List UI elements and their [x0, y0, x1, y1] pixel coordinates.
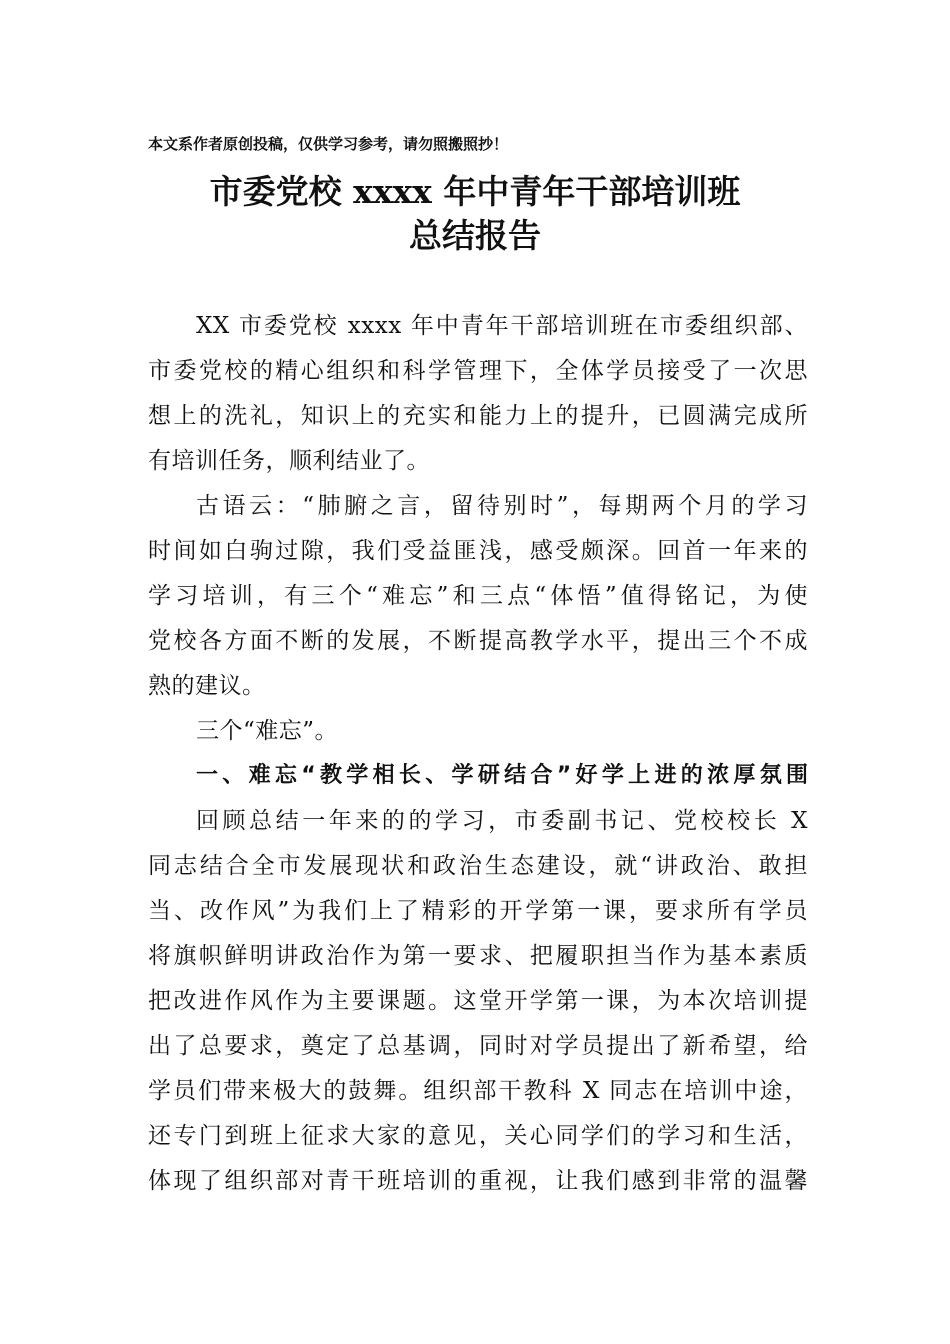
paragraph-4-line-1: 回顾总结一年来的的学习，市委副书记、党校校长 X — [196, 808, 808, 834]
copyright-notice: 本文系作者原创投稿，仅供学习参考，请勿照搬照抄！ — [148, 135, 509, 153]
paragraph-1-line-1: XX 市委党校 xxxx 年中青年干部培训班在市委组织部、 — [196, 313, 808, 339]
paragraph-2-line-1: 古语云：“肺腑之言，留待别时”，每期两个月的学习 — [196, 493, 808, 519]
paragraph-4-line-7: 学员们带来极大的鼓舞。组织部干教科 X 同志在培训中途， — [148, 1078, 808, 1104]
paragraph-2-line-3: 学习培训，有三个“难忘”和三点“体悟”值得铭记，为使 — [148, 583, 808, 609]
paragraph-4-line-8: 还专门到班上征求大家的意见，关心同学们的学习和生活， — [148, 1123, 808, 1149]
paragraph-1-line-2: 市委党校的精心组织和科学管理下，全体学员接受了一次思 — [148, 358, 808, 384]
paragraph-4-line-3: 当、改作风”为我们上了精彩的开学第一课，要求所有学员 — [148, 898, 808, 924]
paragraph-2-line-4: 党校各方面不断的发展，不断提高教学水平，提出三个不成 — [148, 628, 808, 654]
section-heading-1: 一、难忘“教学相长、学研结合”好学上进的浓厚氛围 — [196, 763, 808, 788]
document-title-line-2: 总结报告 — [409, 216, 541, 255]
paragraph-1-line-4: 有培训任务，顺利结业了。 — [148, 448, 430, 474]
paragraph-3: 三个“难忘”。 — [196, 718, 339, 744]
paragraph-4-line-5: 把改进作风作为主要课题。这堂开学第一课，为本次培训提 — [148, 988, 808, 1014]
paragraph-1-line-3: 想上的洗礼，知识上的充实和能力上的提升，已圆满完成所 — [148, 403, 808, 429]
paragraph-4-line-9: 体现了组织部对青干班培训的重视，让我们感到非常的温馨 — [148, 1168, 808, 1194]
paragraph-4-line-4: 将旗帜鲜明讲政治作为第一要求、把履职担当作为基本素质 — [148, 943, 808, 969]
paragraph-4-line-2: 同志结合全市发展现状和政治生态建设，就“讲政治、敢担 — [148, 853, 808, 879]
document-title-line-1: 市委党校 xxxx 年中青年干部培训班 — [209, 172, 741, 211]
paragraph-4-line-6: 出了总要求，奠定了总基调，同时对学员提出了新希望，给 — [148, 1033, 808, 1059]
paragraph-2-line-2: 时间如白驹过隙，我们受益匪浅，感受颇深。回首一年来的 — [148, 538, 808, 564]
paragraph-2-line-5: 熟的建议。 — [148, 673, 266, 699]
